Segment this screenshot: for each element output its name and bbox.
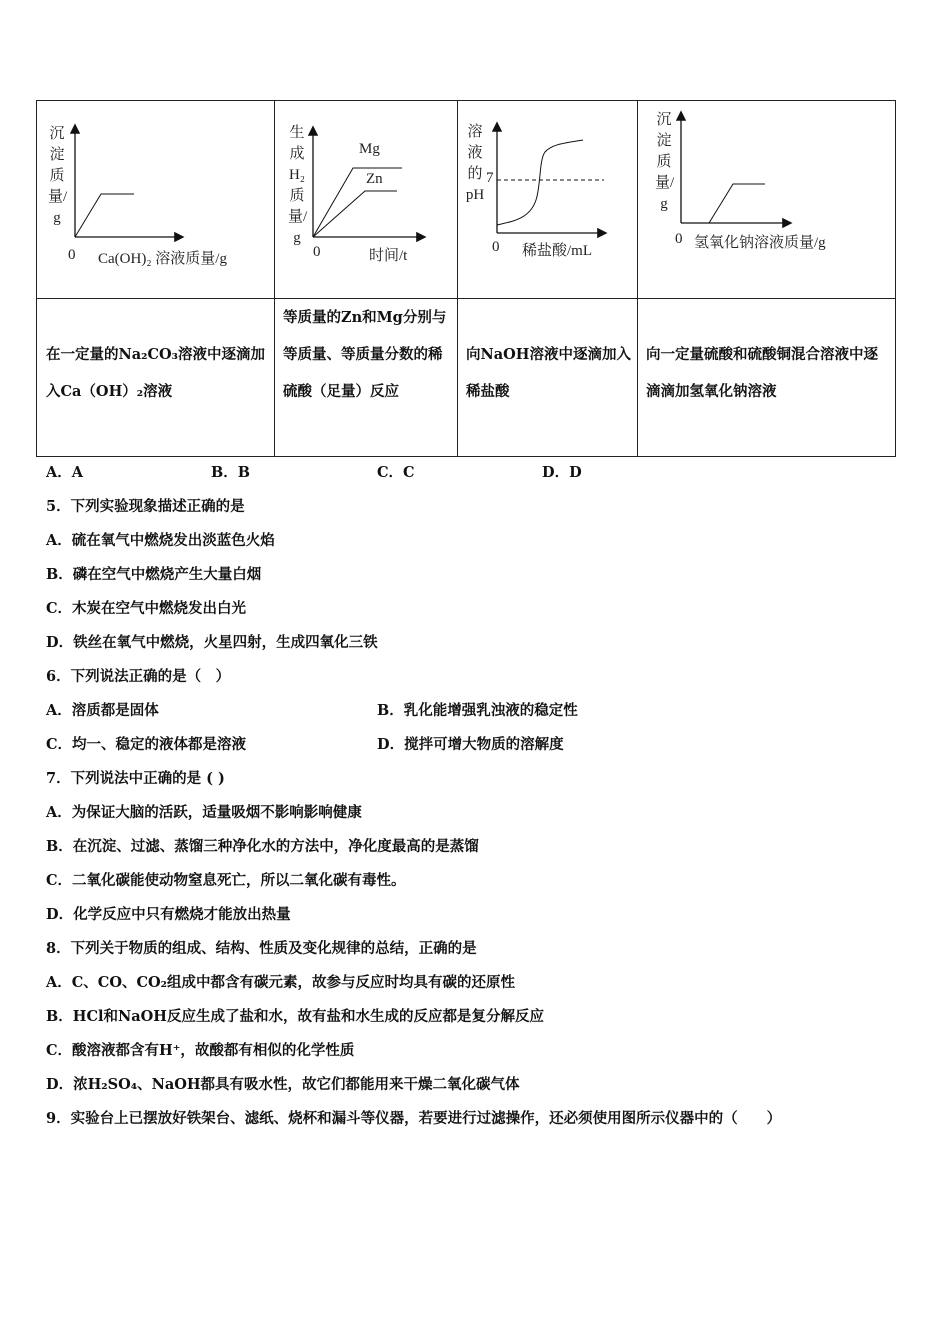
q8-option-c: C．酸溶液都含有H⁺，故酸都有相似的化学性质 <box>46 1042 355 1059</box>
q6-option-d: D．搅拌可增大物质的溶解度 <box>377 736 564 753</box>
graph-c-ylabel: 溶液的pH <box>465 124 485 203</box>
mg-line <box>313 168 402 237</box>
description-d: 向一定量硫酸和硫酸铜混合溶液中逐滴滴加氢氧化钠溶液 <box>646 346 878 400</box>
graph-a-origin: 0 <box>68 247 76 263</box>
graph-b-xlabel: 时间/t <box>369 248 408 264</box>
q8-option-a: A．C、CO、CO₂组成中都含有碳元素，故参与反应时均具有碳的还原性 <box>46 974 515 991</box>
q4-option-a: A．A <box>46 464 84 481</box>
q7-option-a: A．为保证大脑的活跃，适量吸烟不影响影响健康 <box>46 804 362 821</box>
q4-option-c: C．C <box>377 464 415 481</box>
q7-option-c: C．二氧化碳能使动物窒息死亡，所以二氧化碳有毒性。 <box>46 872 406 889</box>
graph-b-mg-label: Mg <box>359 141 380 157</box>
graph-c-origin: 0 <box>492 239 500 255</box>
q4-option-d: D．D <box>542 464 582 481</box>
graph-d-origin: 0 <box>675 231 683 247</box>
q4-option-b: B．B <box>211 464 251 481</box>
q6-stem: 6．下列说法正确的是（ ） <box>46 668 231 685</box>
description-c: 向NaOH溶液中逐滴加入稀盐酸 <box>466 346 631 400</box>
graph-d-ylabel: 沉淀质量/g <box>655 112 675 212</box>
q6-option-a: A．溶质都是固体 <box>46 702 159 719</box>
graph-d <box>681 113 790 223</box>
description-a: 在一定量的Na₂CO₃溶液中逐滴加入Ca（OH）₂溶液 <box>46 346 266 400</box>
q5-option-c: C．木炭在空气中燃烧发出白光 <box>46 600 247 617</box>
q5-option-b: B．磷在空气中燃烧产生大量白烟 <box>46 566 262 583</box>
q5-option-d: D．铁丝在氧气中燃烧，火星四射，生成四氧化三铁 <box>46 634 378 651</box>
graph-b-ylabel: 生成H₂质量/g <box>288 125 308 246</box>
graph-c-xlabel: 稀盐酸/mL <box>522 243 592 259</box>
q5-stem: 5．下列实验现象描述正确的是 <box>46 498 245 515</box>
q8-stem: 8．下列关于物质的组成、结构、性质及变化规律的总结，正确的是 <box>46 940 477 957</box>
graph-c-ref-7: 7 <box>486 170 494 186</box>
q8-option-b: B．HCl和NaOH反应生成了盐和水，故有盐和水生成的反应都是复分解反应 <box>46 1008 544 1025</box>
q7-option-b: B．在沉淀、过滤、蒸馏三种净化水的方法中，净化度最高的是蒸馏 <box>46 838 479 855</box>
q8-option-d: D．浓H₂SO₄、NaOH都具有吸水性，故它们都能用来干燥二氧化碳气体 <box>46 1076 520 1093</box>
ph-curve <box>497 140 583 225</box>
q9-stem: 9．实验台上已摆放好铁架台、滤纸、烧杯和漏斗等仪器，若要进行过滤操作，还必须使用图所示仪器中的（ ） <box>46 1110 782 1127</box>
description-b: 等质量的Zn和Mg分别与等质量、等质量分数的稀硫酸（足量）反应 <box>283 309 447 400</box>
graph-a-ylabel: 沉淀质量/g <box>48 126 68 226</box>
graph-b-origin: 0 <box>313 244 321 260</box>
graph-d-xlabel: 氢氧化钠溶液质量/g <box>694 235 826 251</box>
graph-a <box>75 126 182 237</box>
graph-b-zn-label: Zn <box>366 171 383 187</box>
q6-option-b: B．乳化能增强乳浊液的稳定性 <box>377 702 578 719</box>
graph-a-xlabel: Ca(OH)₂ 溶液质量/g <box>98 251 227 267</box>
q7-stem: 7．下列说法中正确的是 ( ) <box>46 770 225 787</box>
zn-line <box>313 191 397 237</box>
graphs <box>0 0 950 460</box>
q7-option-d: D．化学反应中只有燃烧才能放出热量 <box>46 906 291 923</box>
q6-option-c: C．均一、稳定的液体都是溶液 <box>46 736 247 753</box>
graph-c <box>497 124 605 233</box>
q5-option-a: A．硫在氧气中燃烧发出淡蓝色火焰 <box>46 532 275 549</box>
